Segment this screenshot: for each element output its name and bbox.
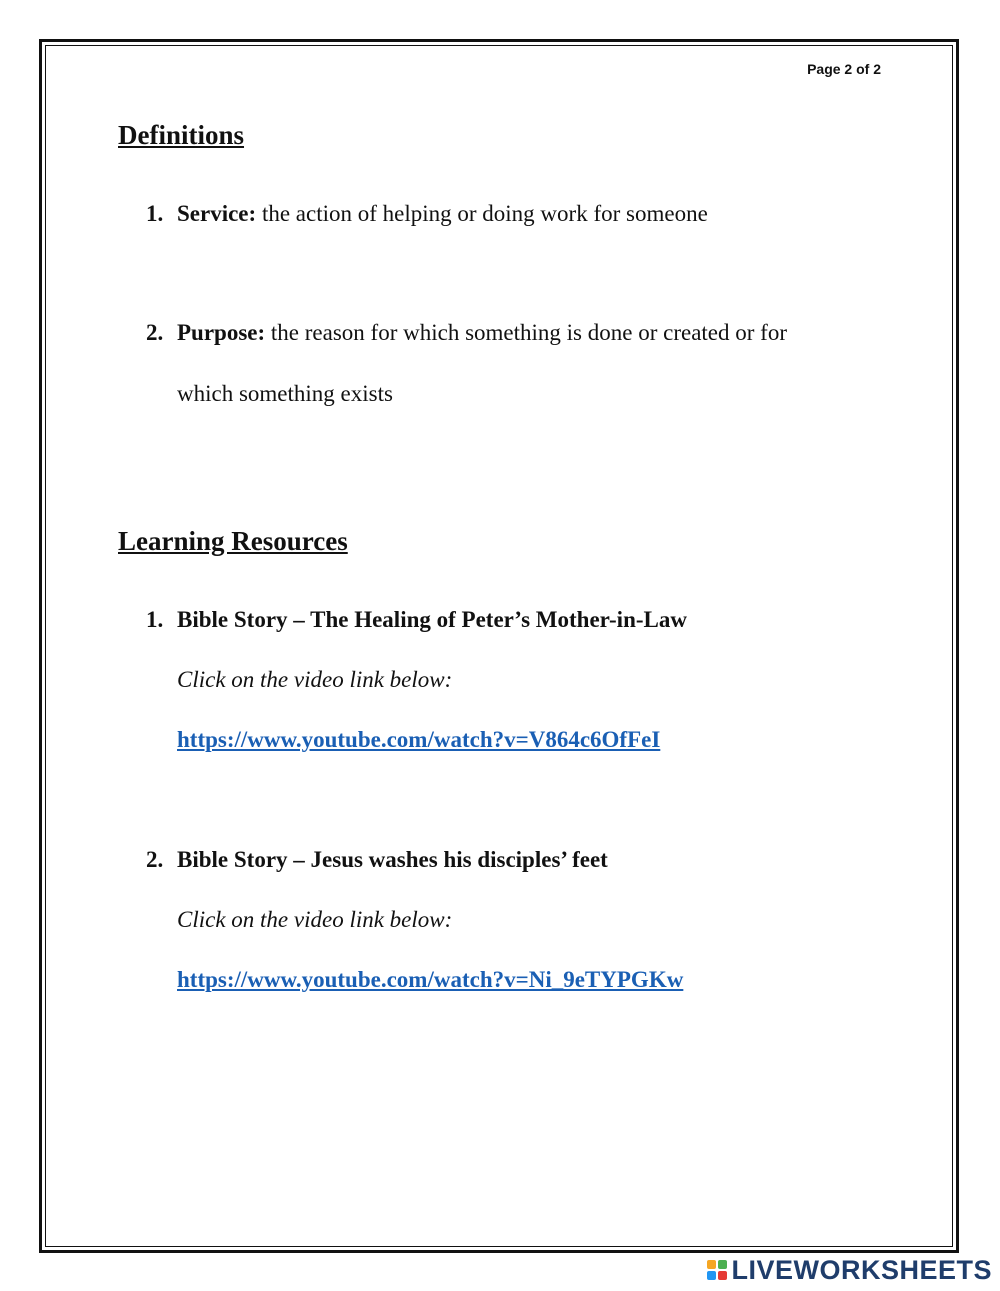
liveworksheets-wordmark: LIVEWORKSHEETS xyxy=(731,1254,992,1285)
definition-1-number: 1. xyxy=(146,201,164,226)
definition-2-number: 2. xyxy=(146,320,164,345)
definition-2-continuation: which something exists xyxy=(177,381,393,406)
resource-2-link-row xyxy=(177,966,683,994)
resource-2-title: Bible Story – Jesus washes his disciples’ feet xyxy=(177,847,608,872)
liveworksheets-logo-icon xyxy=(707,1260,727,1280)
definition-1 xyxy=(177,200,708,228)
definition-2 xyxy=(177,319,787,347)
resource-1-instruction: Click on the video link below: xyxy=(177,667,453,692)
definition-2-term: Purpose: xyxy=(177,320,266,345)
resource-2-instruction: Click on the video link below: xyxy=(177,907,453,932)
resource-2-number: 2. xyxy=(146,847,164,872)
learning-resources-heading: Learning Resources xyxy=(118,526,348,556)
liveworksheets-brand xyxy=(707,1255,992,1285)
definition-1-text: the action of helping or doing work for someone xyxy=(256,201,708,226)
definition-2-text: the reason for which something is done or created or for xyxy=(265,320,787,345)
resource-1-video-link[interactable]: https://www.youtube.com/watch?v=V864c6OfFeI xyxy=(177,727,661,752)
resource-2-video-link[interactable]: https://www.youtube.com/watch?v=Ni_9eTYPGKw xyxy=(177,967,684,992)
resource-1-number: 1. xyxy=(146,607,164,632)
definitions-heading: Definitions xyxy=(118,120,245,150)
definition-1-term: Service: xyxy=(177,201,257,226)
resource-1-link-row xyxy=(177,726,660,754)
page-number: Page 2 of 2 xyxy=(807,61,881,77)
resource-1-title: Bible Story – The Healing of Peter’s Mother-in-Law xyxy=(177,607,687,632)
